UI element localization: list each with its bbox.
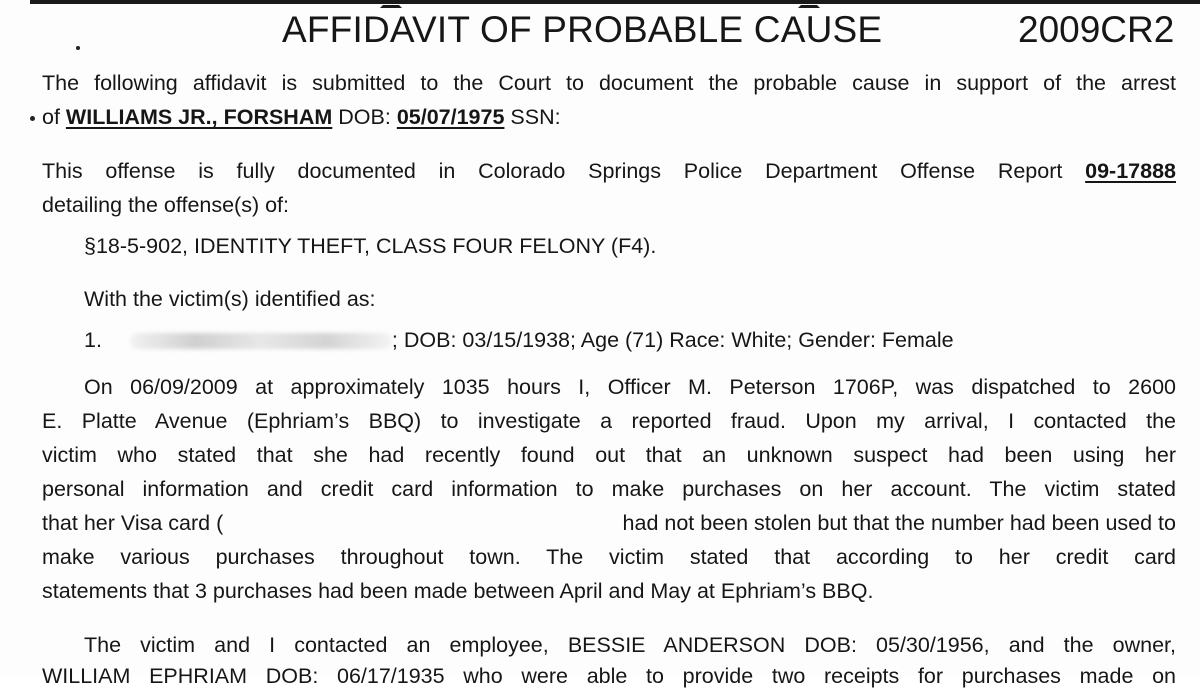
scan-speck: [30, 116, 35, 121]
narrative-line-3: victim who stated that she had recently found out that an unknown suspect had been using her: [42, 443, 1176, 467]
offense-line-1: [42, 156, 1176, 186]
narrative-p2-line-1: The victim and I contacted an employee, BESSIE ANDERSON DOB: 05/30/1956, and the owner,: [84, 633, 1176, 657]
redacted-victim-name: [130, 333, 392, 349]
intro-line-2: [42, 102, 561, 132]
intro-line-1: The following affidavit is submitted to the Court to document the probable cause in support of the arrest: [42, 71, 1176, 95]
ssn-label: SSN:: [510, 105, 561, 129]
charge-line: §18-5-902, IDENTITY THEFT, CLASS FOUR FELONY (F4).: [84, 234, 657, 258]
visa-text-before: that her Visa card (: [42, 511, 224, 535]
victim-number: 1.: [84, 328, 102, 352]
narrative-line-7: statements that 3 purchases had been made between April and May at Ephriam’s BBQ.: [42, 579, 874, 603]
defendant-dob: 05/07/1975: [396, 105, 505, 129]
narrative-line-5: [42, 508, 1176, 538]
narrative-line-1: On 06/09/2009 at approximately 1035 hours I, Officer M. Peterson 1706P, was dispatched to 2600: [84, 375, 1176, 399]
victim-item: [84, 325, 954, 355]
document-title: AFFIDAVIT OF PROBABLE CAUSE: [282, 9, 883, 50]
case-number: 2009CR2: [1018, 9, 1175, 50]
offense-line-2: detailing the offense(s) of:: [42, 193, 290, 217]
narrative-line-2: E. Platte Avenue (Ephriam’s BBQ) to investigate a reported fraud. Upon my arrival, I contacted the: [42, 409, 1176, 433]
scan-speck: [76, 46, 80, 50]
victim-details: ; DOB: 03/15/1938; Age (71) Race: White; Gender: Female: [391, 328, 954, 352]
dob-label: DOB:: [338, 105, 391, 129]
defendant-name: WILLIAMS JR., FORSHAM: [65, 105, 333, 129]
narrative-line-4: personal information and credit card information to make purchases on her account. The victim stated: [42, 477, 1176, 501]
victims-label: With the victim(s) identified as:: [84, 287, 376, 311]
offense-line-1-text: This offense is fully documented in Colorado Springs Police Department Offense Report: [42, 159, 1063, 183]
top-border-rule: [30, 0, 1200, 4]
narrative-line-6: make various purchases throughout town. The victim stated that according to her credit card: [42, 545, 1176, 569]
narrative-p2-line-2: WILLIAM EPHRIAM DOB: 06/17/1935 who were able to provide two receipts for purchases made on: [42, 664, 1176, 688]
report-number: 09-17888: [1085, 159, 1176, 183]
intro-of: of: [42, 105, 60, 129]
top-border-tick: [380, 0, 402, 8]
visa-text-after: had not been stolen but that the number had been used to: [622, 511, 1176, 535]
top-border-tick: [798, 0, 820, 8]
